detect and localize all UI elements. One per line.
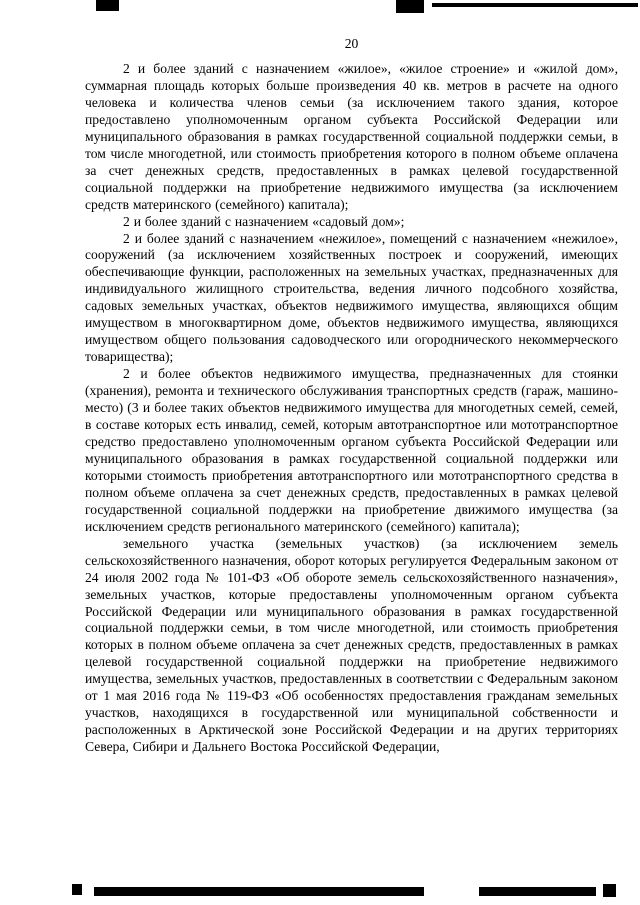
paragraph-nonresidential-buildings: 2 и более зданий с назначением «нежилое», помещений с назначением «нежилое», сооружений (за исключением хозяйственных построек и сооружений, имеющих обеспечивающие функции, расположенных на земельных участках, предназначенных для индивидуального жилищного строительства, ведения личного подсобного хозяйства, садовых земельных участках, объектов недвижимого имущества, являющихся общим имуществом в многоквартирном доме, объектов недвижимого имущества, являющихся имуществом общего пользования садоводческого или огороднического некоммерческого товарищества); [85,230,618,365]
scan-artifact-top-left [96,0,119,11]
paragraph-land-plots: земельного участка (земельных участков) (за исключением земель сельскохозяйственного назначения, оборот которых регулируется Федеральным законом от 24 июля 2002 года № 101-ФЗ «Об обороте земель сельскохозяйственного назначения», земельных участков, которые предоставлены уполномоченным органом субъекта Российской Федерации или муниципального образования в рамках государственной социальной поддержки семьи, в том числе многодетной, или стоимость приобретения которых в полном объеме оплачена за счет денежных средств, предоставленных в рамках целевой государственной социальной поддержки на приобретение недвижимого имущества, земельных участков, предоставленных в соответствии с Федеральным законом от 1 мая 2016 года № 119-ФЗ «Об особенностях предоставления гражданам земельных участков, находящихся в государственной или муниципальной собственности и расположенных в Арктической зоне Российской Федерации и на других территориях Севера, Сибири и Дальнего Востока Российской Федерации, [85,535,618,755]
paragraph-residential-buildings: 2 и более зданий с назначением «жилое», «жилое строение» и «жилой дом», суммарная площадь которых больше произведения 40 кв. метров в расчете на одного человека и количества членов семьи (за исключением такого здания, которое предоставлено уполномоченным органом субъекта Российской Федерации или муниципального образования в рамках государственной социальной поддержки семьи, в том числе многодетной, или стоимость приобретения которого в полном объеме оплачена за счет денежных средств, предоставленных в рамках целевой государственной социальной поддержки на приобретение недвижимого имущества (за исключением средств материнского (семейного) капитала); [85,61,618,212]
paragraph-vehicle-storage-objects: 2 и более объектов недвижимого имущества, предназначенных для стоянки (хранения), ремонта и технического обслуживания транспортных средств (гараж, машино-место) (3 и более таких объектов недвижимого имущества для многодетных семей, семей, в составе которых есть инвалид, семей, которым автотранспортное или мототранспортное средство предоставлено уполномоченным органом субъекта Российской Федерации или муниципального образования в рамках государственной социальной поддержки или которыми стоимость приобретения автотранспортного или мототранспортного средства в полном объеме оплачена за счет денежных средств, предоставленных в рамках целевой государственной социальной поддержки на приобретение движимого имущества (за исключением средств регионального материнского (семейного) капитала); [85,366,618,534]
scan-artifact-bottom-left-square [72,884,82,895]
scan-artifact-top-center [396,0,424,13]
scan-artifact-bottom-right-square [603,884,616,897]
document-body [85,61,618,756]
paragraph-garden-house: 2 и более зданий с назначением «садовый дом»; [123,213,405,229]
scan-artifact-bottom-bar-right [479,887,596,896]
page-number: 20 [344,36,359,51]
scan-artifact-bottom-bar-left [94,887,424,896]
scan-artifact-top-right-line [432,3,638,7]
